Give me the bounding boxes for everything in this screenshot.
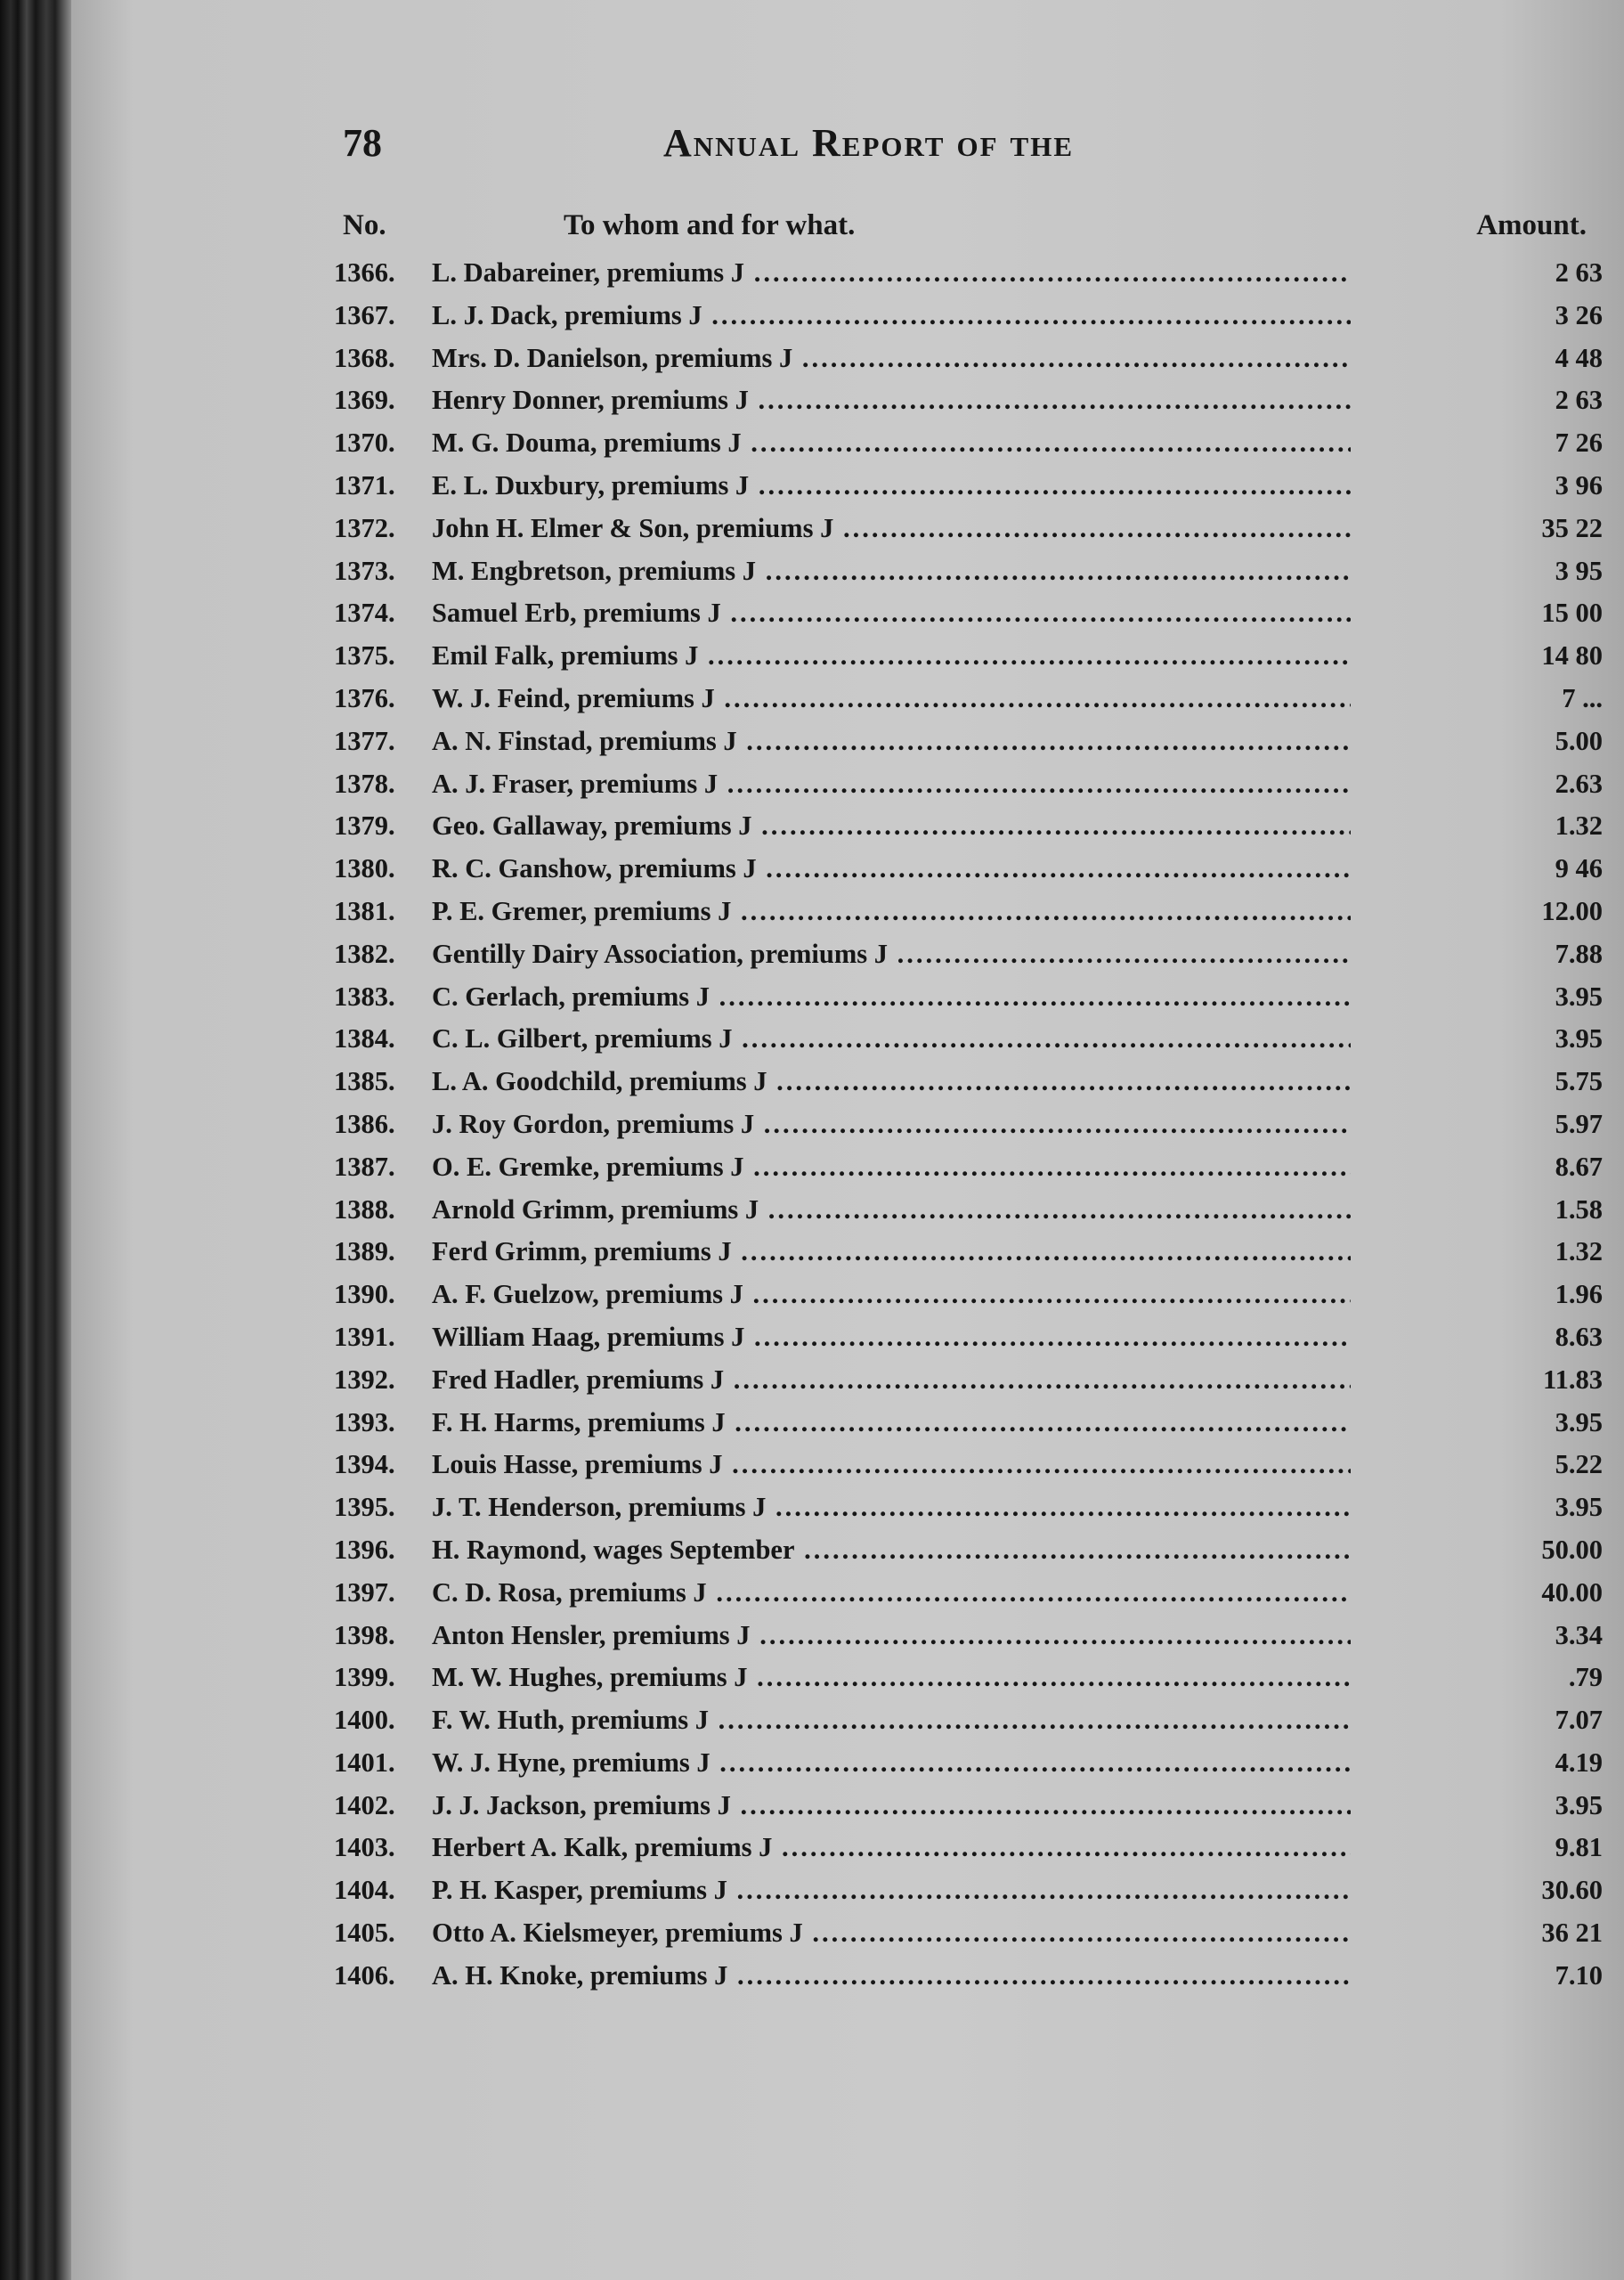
table-row — [71, 1486, 1624, 1528]
entry-amount: 7.88 — [1555, 938, 1603, 969]
entry-number: 1373. — [334, 555, 395, 586]
entry-number: 1372. — [334, 512, 395, 543]
table-row — [71, 1869, 1624, 1911]
entry-description: M. G. Douma, premiums J ..... — [432, 421, 1351, 464]
entry-number: 1392. — [334, 1364, 395, 1395]
entry-description: Geo. Gallaway, premiums J ..... — [432, 804, 1351, 847]
table-row — [71, 550, 1624, 592]
entry-description: William Haag, premiums J ..... — [432, 1315, 1351, 1358]
column-headers — [71, 209, 1624, 254]
entry-number: 1404. — [334, 1875, 395, 1906]
table-row — [71, 890, 1624, 932]
entry-amount: 4 48 — [1555, 342, 1603, 373]
entry-amount: 12.00 — [1541, 895, 1603, 926]
entry-number: 1398. — [334, 1619, 395, 1650]
entry-number: 1367. — [334, 299, 395, 330]
entry-number: 1375. — [334, 640, 395, 672]
entry-amount: 3.34 — [1555, 1619, 1603, 1650]
entry-number: 1368. — [334, 342, 395, 373]
entry-number: 1389. — [334, 1236, 395, 1267]
entry-amount: 50.00 — [1541, 1534, 1603, 1565]
entry-description: J. T. Henderson, premiums J ..... — [432, 1486, 1351, 1528]
entry-description: Henry Donner, premiums J ..... — [432, 379, 1351, 421]
table-row — [71, 1954, 1624, 1997]
entry-number: 1378. — [334, 768, 395, 799]
entry-amount: 2.63 — [1555, 768, 1603, 799]
table-row — [71, 1273, 1624, 1315]
table-row — [71, 1017, 1624, 1060]
entry-description: H. Raymond, wages September ..... — [432, 1528, 1351, 1571]
entry-description: W. J. Hyne, premiums J ..... — [432, 1741, 1351, 1784]
entry-description: Samuel Erb, premiums J ..... — [432, 591, 1351, 634]
entry-number: 1402. — [334, 1789, 395, 1820]
table-row — [71, 1401, 1624, 1444]
entry-amount: 5.00 — [1555, 725, 1603, 756]
entry-description: Louis Hasse, premiums J ..... — [432, 1443, 1351, 1486]
entry-number: 1401. — [334, 1747, 395, 1778]
entry-description: O. E. Gremke, premiums J ..... — [432, 1145, 1351, 1188]
entry-number: 1374. — [334, 598, 395, 629]
entry-number: 1386. — [334, 1108, 395, 1139]
entry-description: J. Roy Gordon, premiums J ..... — [432, 1103, 1351, 1145]
entry-amount: 8.63 — [1555, 1321, 1603, 1352]
entry-description: L. J. Dack, premiums J ..... — [432, 294, 1351, 337]
table-row — [71, 507, 1624, 550]
entry-amount: 2 63 — [1555, 385, 1603, 416]
entry-description: A. F. Guelzow, premiums J ..... — [432, 1273, 1351, 1315]
entry-description: E. L. Duxbury, premiums J ..... — [432, 464, 1351, 507]
entry-number: 1405. — [334, 1918, 395, 1949]
entry-description: P. H. Kasper, premiums J ..... — [432, 1869, 1351, 1911]
table-row — [71, 464, 1624, 507]
table-row — [71, 1188, 1624, 1231]
entry-amount: 5.97 — [1555, 1108, 1603, 1139]
entry-description: A. H. Knoke, premiums J ..... — [432, 1954, 1351, 1997]
entry-amount: 9.81 — [1555, 1832, 1603, 1863]
table-row — [71, 1103, 1624, 1145]
entry-number: 1387. — [334, 1151, 395, 1182]
entry-number: 1380. — [334, 853, 395, 884]
entry-amount: 7 26 — [1555, 428, 1603, 459]
entry-amount: 11.83 — [1543, 1364, 1603, 1395]
entry-number: 1400. — [334, 1705, 395, 1736]
entry-amount: 1.96 — [1555, 1279, 1603, 1310]
entry-amount: 2 63 — [1555, 257, 1603, 288]
table-row — [71, 762, 1624, 805]
table-row — [71, 294, 1624, 337]
table-row — [71, 1315, 1624, 1358]
entry-number: 1384. — [334, 1023, 395, 1054]
entry-amount: 8.67 — [1555, 1151, 1603, 1182]
book-binding-edge — [0, 0, 71, 2280]
table-row — [71, 634, 1624, 677]
entry-amount: 3 26 — [1555, 299, 1603, 330]
entry-amount: 7 ... — [1562, 682, 1603, 713]
entry-description: Emil Falk, premiums J ..... — [432, 634, 1351, 677]
table-row — [71, 1826, 1624, 1869]
entry-number: 1379. — [334, 810, 395, 842]
entry-number: 1383. — [334, 981, 395, 1012]
entry-number: 1385. — [334, 1066, 395, 1097]
table-row — [71, 975, 1624, 1018]
table-row — [71, 804, 1624, 847]
entry-amount: 1.32 — [1555, 810, 1603, 842]
entry-amount: 9 46 — [1555, 853, 1603, 884]
entry-amount: 35 22 — [1541, 512, 1603, 543]
table-row — [71, 932, 1624, 975]
table-row — [71, 1698, 1624, 1741]
table-row — [71, 1614, 1624, 1657]
entry-number: 1403. — [334, 1832, 395, 1863]
table-row — [71, 677, 1624, 720]
entry-number: 1397. — [334, 1576, 395, 1608]
entry-description: W. J. Feind, premiums J ..... — [432, 677, 1351, 720]
entry-number: 1399. — [334, 1662, 395, 1693]
entry-number: 1396. — [334, 1534, 395, 1565]
entry-description: P. E. Gremer, premiums J ..... — [432, 890, 1351, 932]
entry-amount: 40.00 — [1541, 1576, 1603, 1608]
entry-number: 1393. — [334, 1406, 395, 1437]
entry-description: Mrs. D. Danielson, premiums J ..... — [432, 337, 1351, 379]
entry-amount: 1.58 — [1555, 1193, 1603, 1225]
table-row — [71, 1911, 1624, 1954]
page-number: 78 — [343, 121, 382, 165]
entry-number: 1376. — [334, 682, 395, 713]
entry-description: L. Dabareiner, premiums J ..... — [432, 251, 1351, 294]
entry-number: 1406. — [334, 1959, 395, 1991]
entry-description: J. J. Jackson, premiums J ..... — [432, 1784, 1351, 1827]
entry-number: 1395. — [334, 1492, 395, 1523]
table-row — [71, 847, 1624, 890]
table-row — [71, 337, 1624, 379]
entry-number: 1371. — [334, 469, 395, 501]
table-row — [71, 591, 1624, 634]
table-row — [71, 1784, 1624, 1827]
entry-description: Fred Hadler, premiums J ..... — [432, 1358, 1351, 1401]
entry-description: Arnold Grimm, premiums J ..... — [432, 1188, 1351, 1231]
entry-description: M. W. Hughes, premiums J ..... — [432, 1656, 1351, 1698]
entry-amount: 7.10 — [1555, 1959, 1603, 1991]
entry-description: F. W. Huth, premiums J ..... — [432, 1698, 1351, 1741]
entry-amount: 14 80 — [1541, 640, 1603, 672]
table-row — [71, 720, 1624, 762]
entry-description: Gentilly Dairy Association, premiums J ..... — [432, 932, 1351, 975]
entry-description: Otto A. Kielsmeyer, premiums J ..... — [432, 1911, 1351, 1954]
entry-description: Herbert A. Kalk, premiums J ..... — [432, 1826, 1351, 1869]
entry-number: 1394. — [334, 1449, 395, 1480]
entry-description: M. Engbretson, premiums J ..... — [432, 550, 1351, 592]
entry-amount: 7.07 — [1555, 1705, 1603, 1736]
entry-amount: 3.95 — [1555, 1789, 1603, 1820]
entry-number: 1369. — [334, 385, 395, 416]
entry-number: 1391. — [334, 1321, 395, 1352]
table-row — [71, 379, 1624, 421]
entry-amount: 5.75 — [1555, 1066, 1603, 1097]
entry-number: 1390. — [334, 1279, 395, 1310]
entry-number: 1388. — [334, 1193, 395, 1225]
table-row — [71, 1571, 1624, 1614]
entry-number: 1381. — [334, 895, 395, 926]
table-row — [71, 1230, 1624, 1273]
entry-description: R. C. Ganshow, premiums J ..... — [432, 847, 1351, 890]
ledger-entries — [71, 251, 1624, 1997]
entry-amount: 3.95 — [1555, 1406, 1603, 1437]
entry-number: 1377. — [334, 725, 395, 756]
running-head: Annual Report of the — [663, 121, 1074, 165]
table-row — [71, 1443, 1624, 1486]
entry-amount: .79 — [1568, 1662, 1603, 1693]
entry-amount: 3.95 — [1555, 1492, 1603, 1523]
entry-description: A. J. Fraser, premiums J ..... — [432, 762, 1351, 805]
entry-description: John H. Elmer & Son, premiums J ..... — [432, 507, 1351, 550]
entry-description: C. D. Rosa, premiums J ..... — [432, 1571, 1351, 1614]
table-row — [71, 1741, 1624, 1784]
table-row — [71, 1656, 1624, 1698]
entry-description: C. Gerlach, premiums J ..... — [432, 975, 1351, 1018]
entry-description: F. H. Harms, premiums J ..... — [432, 1401, 1351, 1444]
entry-amount: 15 00 — [1541, 598, 1603, 629]
entry-description: A. N. Finstad, premiums J ..... — [432, 720, 1351, 762]
entry-amount: 4.19 — [1555, 1747, 1603, 1778]
table-row — [71, 421, 1624, 464]
entry-number: 1366. — [334, 257, 395, 288]
column-header-no: No. — [343, 209, 386, 241]
table-row — [71, 1528, 1624, 1571]
entry-number: 1370. — [334, 428, 395, 459]
column-header-amount: Amount. — [1476, 209, 1587, 241]
entry-amount: 1.32 — [1555, 1236, 1603, 1267]
table-row — [71, 1145, 1624, 1188]
entry-number: 1382. — [334, 938, 395, 969]
table-row — [71, 251, 1624, 294]
entry-description: Ferd Grimm, premiums J ..... — [432, 1230, 1351, 1273]
column-header-whom: To whom and for what. — [564, 209, 856, 241]
table-row — [71, 1358, 1624, 1401]
entry-amount: 3.95 — [1555, 981, 1603, 1012]
table-row — [71, 1060, 1624, 1103]
entry-amount: 30.60 — [1541, 1875, 1603, 1906]
document-page — [71, 0, 1624, 2280]
entry-amount: 36 21 — [1541, 1918, 1603, 1949]
entry-amount: 5.22 — [1555, 1449, 1603, 1480]
entry-amount: 3 95 — [1555, 555, 1603, 586]
entry-description: L. A. Goodchild, premiums J ..... — [432, 1060, 1351, 1103]
entry-description: Anton Hensler, premiums J ..... — [432, 1614, 1351, 1657]
entry-amount: 3 96 — [1555, 469, 1603, 501]
entry-amount: 3.95 — [1555, 1023, 1603, 1054]
entry-description: C. L. Gilbert, premiums J ..... — [432, 1017, 1351, 1060]
